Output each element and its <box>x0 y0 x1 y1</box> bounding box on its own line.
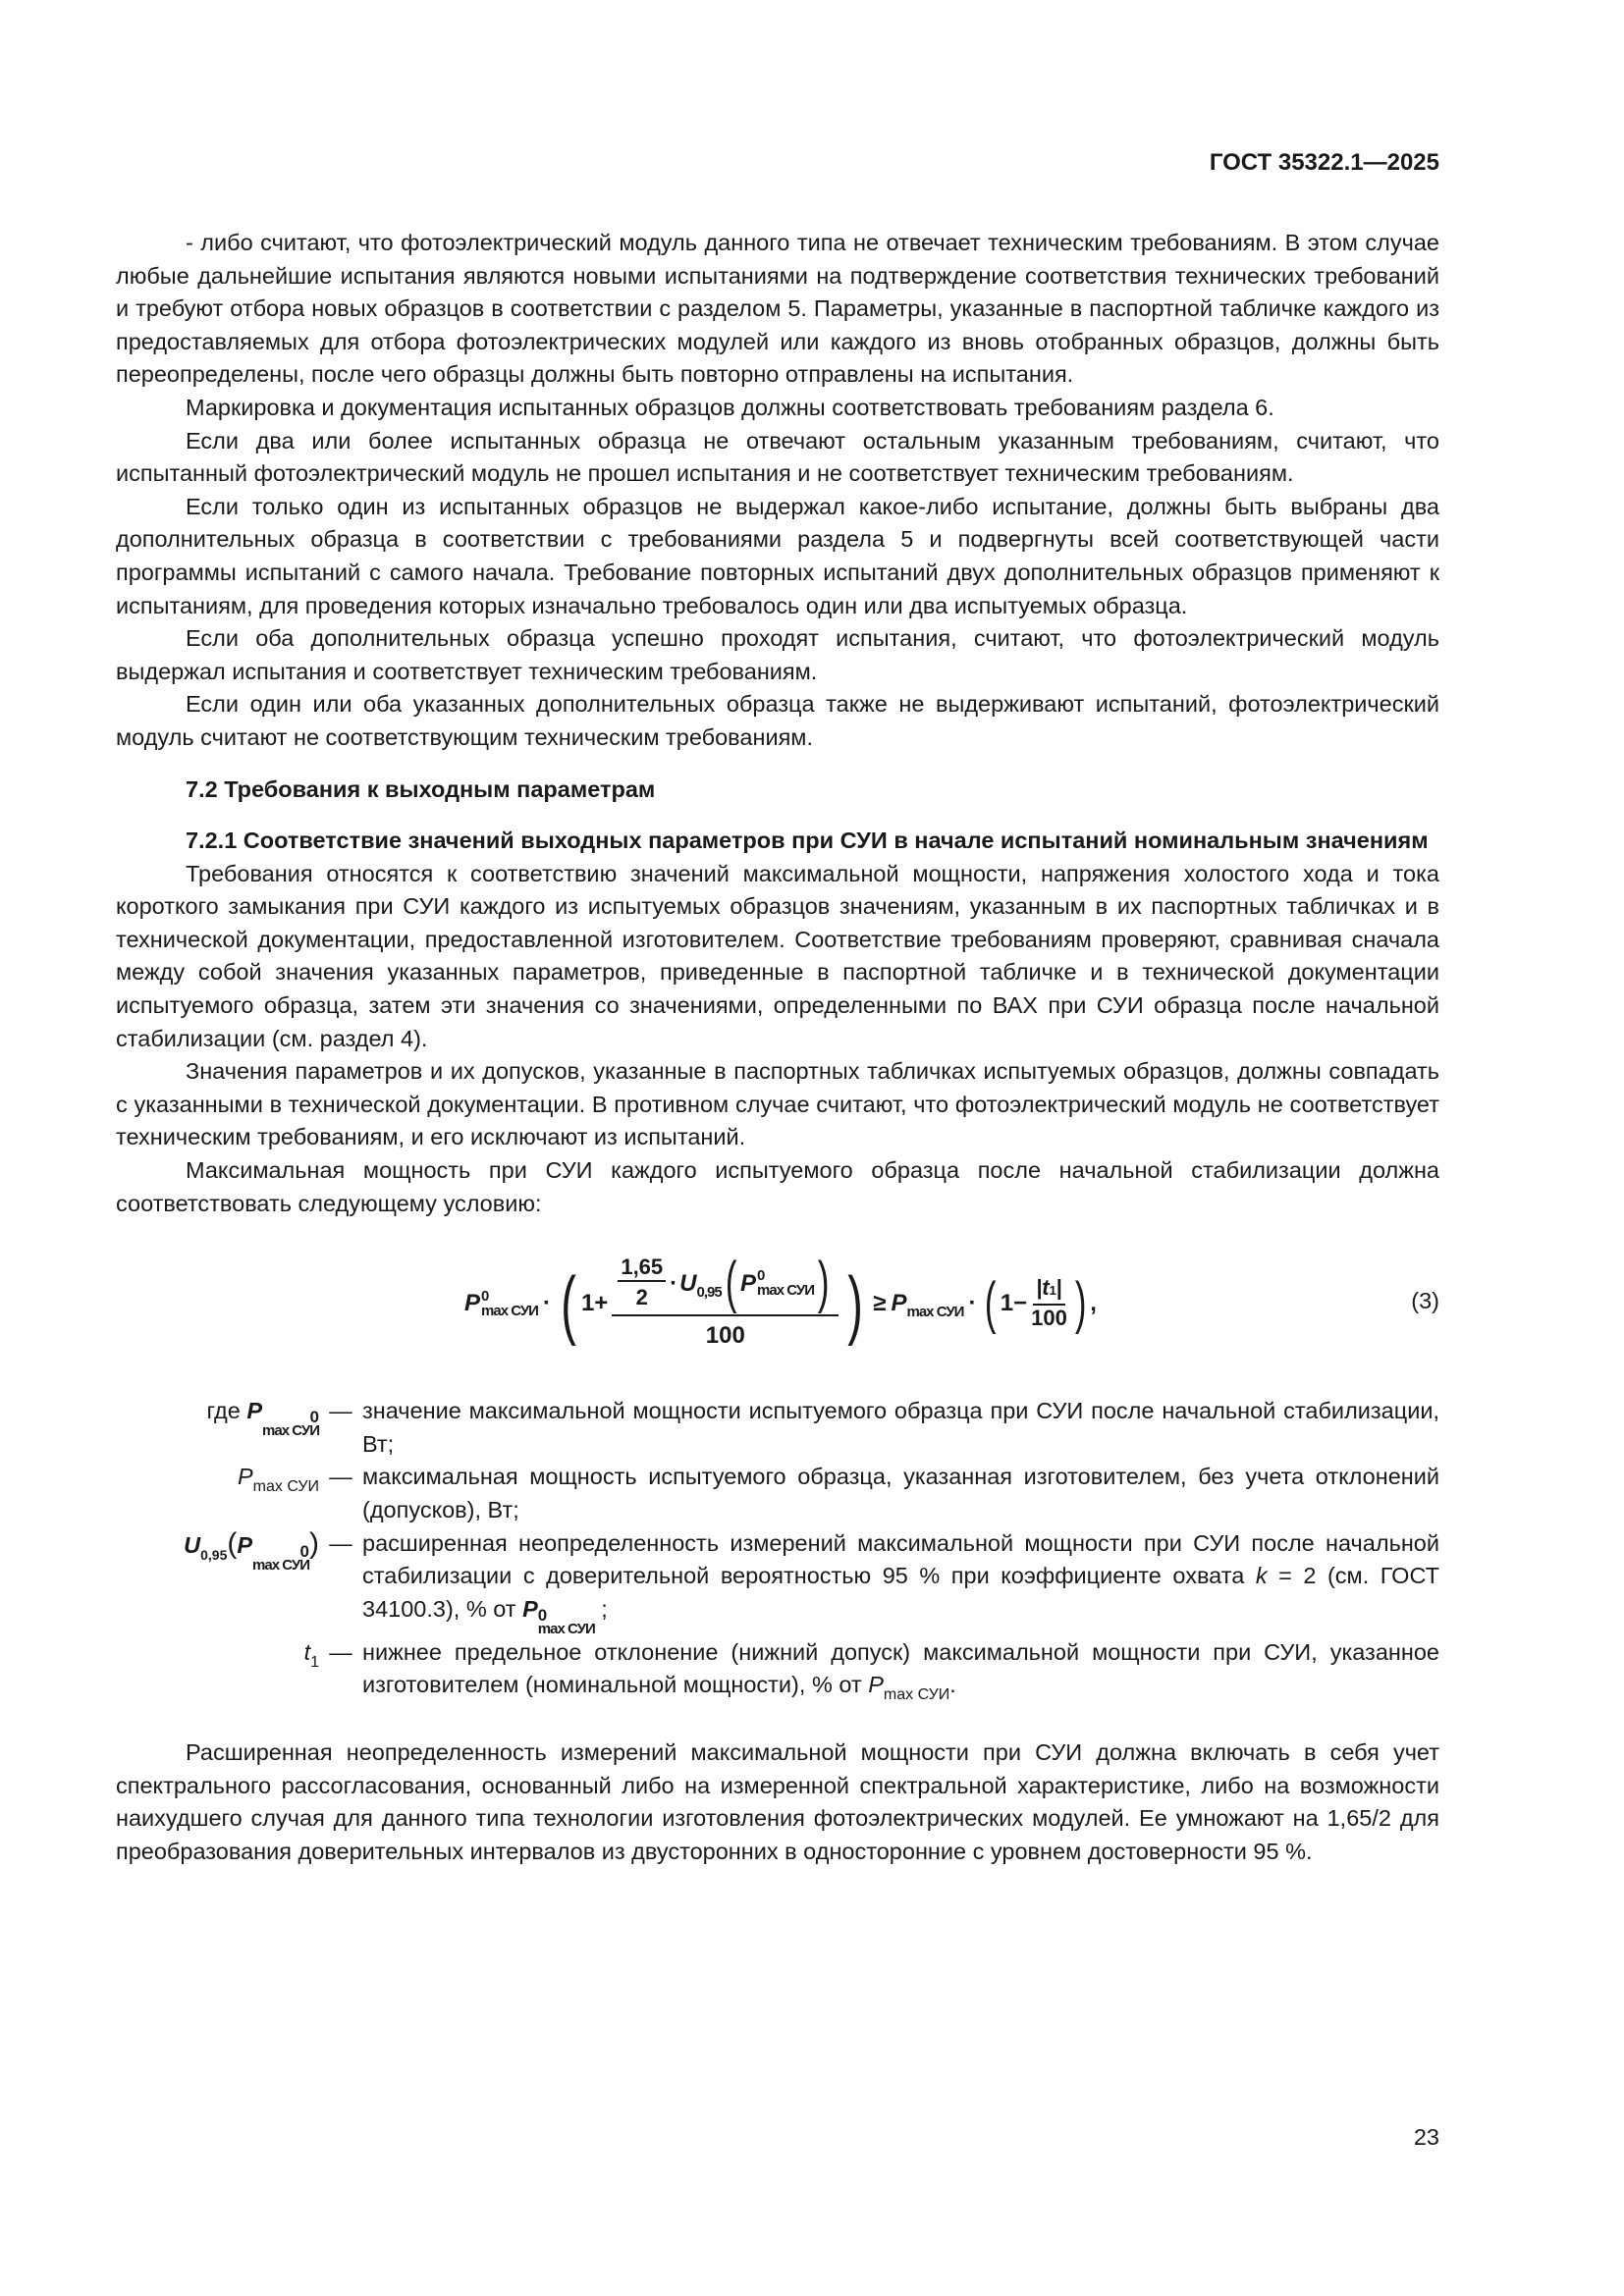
superscript-zero: 0 <box>481 1288 490 1306</box>
symbol-p: P <box>868 1672 884 1698</box>
symbol-k: k <box>1255 1563 1268 1589</box>
paren-open: ( <box>985 1271 997 1336</box>
subscript-max-suy <box>481 1304 538 1318</box>
paragraph: Значения параметров и их допусков, указанные в паспортных табличках испытуемых образцов, должны совпадать с указанными в технической документации. В противном случае считают, что фотоэлектрический модуль не соответствует техническим требованиям, и его исключают из испытаний. <box>116 1058 1439 1150</box>
text-tail: . <box>949 1672 956 1698</box>
sub-suy: СУИ <box>292 1422 319 1440</box>
definition-dash: — <box>329 1398 352 1424</box>
formula-symbol-p: P <box>464 1290 481 1317</box>
coef-numerator: 1,65 <box>618 1255 666 1282</box>
definition-text <box>362 1527 1439 1636</box>
subscript-max-suy <box>907 1296 964 1329</box>
definition-symbol <box>116 1461 319 1526</box>
paragraph: Расширенная неопределенность измерений максимальной мощности при СУИ должна включать в себя учет спектрального рассогласования, основанный либо на измеренной спектральной характеристике, либо на возможности наихудшего случая для данного типа технологии изготовления фотоэлектрических модулей. Ее умножают на 1,65/2 для преобразования доверительных интервалов из двусторонних в односторонние с уровнем достоверности 95 %. <box>116 1738 1439 1864</box>
sub-suy: СУИ <box>511 1303 538 1320</box>
definition-symbol <box>116 1395 319 1461</box>
sub-max: max <box>252 1556 280 1574</box>
symbol-subscript: 1 <box>310 1653 319 1671</box>
document-header: ГОСТ 35322.1—2025 <box>1209 149 1439 176</box>
main-fraction <box>612 1251 839 1353</box>
formula-symbol-u: U <box>184 1531 201 1558</box>
symbol-t: t <box>303 1638 311 1665</box>
text-part: расширенная неопределенность измерений максимальной мощности при СУИ после начальной стабилизации с доверительной вероятностью 95 % при коэффициенте охвата <box>362 1529 1439 1589</box>
superscript-zero: 0 <box>299 1541 309 1561</box>
section-heading: 7.2 Требования к выходным параметрам <box>186 775 656 802</box>
superscript-zero: 0 <box>757 1267 766 1285</box>
t1-abs: |t <box>1036 1275 1050 1301</box>
operator-dot: · <box>968 1290 977 1317</box>
formula-expression <box>464 1250 1097 1358</box>
text-part: нижнее предельное отклонение (нижний допуск) максимальной мощности при СУИ, указанное изготовителем (номинальной мощности), % от <box>362 1638 1439 1698</box>
abs-close: | <box>1056 1275 1062 1301</box>
subsection-heading: 7.2.1 Соответствие значений выходных параметров при СУИ в начале испытаний номинальным значениям <box>186 828 1429 854</box>
definitions-list <box>116 1395 1439 1705</box>
sub-suy: СУИ <box>786 1282 814 1300</box>
superscript-zero: 0 <box>309 1408 319 1427</box>
subscript-max-suy <box>757 1283 814 1298</box>
operator-dot: · <box>542 1290 551 1317</box>
u-subscript: 0,95 <box>696 1283 722 1301</box>
definition-symbol <box>116 1636 319 1705</box>
paragraph: Если только один из испытанных образцов не выдержал какое-либо испытание, должны быть выбраны два дополнительных образца в соответствии с требованиями раздела 5 и подвергнуты всей соответствующей части программы испытаний с самого начала. Требование повторных испытаний двух дополнительных образцов применяют к испытаниям, для проведения которых изначально требовалось один или два испытуемых образца. <box>116 493 1439 618</box>
definition-dash: — <box>329 1464 352 1490</box>
definition-item <box>116 1461 1439 1526</box>
equation-number: (3) <box>1411 1288 1439 1314</box>
u-subscript: 0,95 <box>200 1546 228 1563</box>
sub-max: max <box>537 1620 565 1637</box>
tolerance-fraction <box>1031 1276 1067 1331</box>
text-part: = 2 (см. ГОСТ 34100.3), % от <box>362 1563 1440 1622</box>
subscript-max-suy <box>537 1620 595 1637</box>
paragraph: Если один или оба указанных дополнительных образца также не выдерживают испытаний, фотоэлектрический модуль считают не соответствующим техническим требованиям. <box>116 691 1439 750</box>
paren-close: ) <box>847 1260 864 1348</box>
subscript-max-suy <box>252 1556 309 1574</box>
symbol-subscript: max СУИ <box>252 1478 319 1496</box>
definition-item <box>116 1527 1439 1636</box>
operator-geq: ≥ <box>873 1290 887 1317</box>
paren-open: ( <box>561 1260 576 1348</box>
definition-dash: — <box>329 1529 352 1556</box>
definition-dash: — <box>329 1638 352 1665</box>
sub-suy: СУИ <box>568 1620 595 1637</box>
formula-symbol-p: P <box>246 1398 263 1424</box>
page-number: 23 <box>1413 2124 1439 2150</box>
formula-symbol-p: P <box>740 1269 757 1297</box>
sub-suy: СУИ <box>936 1304 964 1321</box>
sub-max: max <box>481 1303 509 1320</box>
definition-item <box>116 1636 1439 1705</box>
paragraph: Требования относятся к соответствию значений максимальной мощности, напряжения холостого хода и тока короткого замыкания при СУИ каждого из испытуемых образцов значениям, указанным в их паспортных табличках и в технической документации, предоставленной изготовителем. Соответствие требованиям проверяют, сравнивая сначала между собой значения указанных параметров, приведенные в паспортной табличке и в технической документации испытуемого образца, затем эти значения со значениями, определенными по ВАХ при СУИ образца после начальной стабилизации (см. раздел 4). <box>116 860 1439 1051</box>
tolerance-numerator <box>1033 1276 1065 1306</box>
formula-symbol-p: P <box>891 1290 907 1317</box>
formula-symbol-u: U <box>679 1269 697 1297</box>
sub-max: max <box>757 1282 785 1300</box>
definition-text <box>362 1636 1439 1705</box>
one-plus: 1+ <box>580 1290 609 1317</box>
sub-max: max <box>262 1422 290 1440</box>
formula-3 <box>116 1250 1439 1365</box>
formula-comma: , <box>1090 1290 1097 1317</box>
formula-symbol-p: P <box>237 1531 253 1558</box>
one-minus: 1− <box>1000 1290 1028 1317</box>
sub-suy: СУИ <box>282 1556 309 1574</box>
paren-close: ) <box>1074 1271 1087 1336</box>
paragraph: Если оба дополнительных образца успешно проходят испытания, считают, что фотоэлектрический модуль выдержал испытания и соответствует техническим требованиям. <box>116 625 1439 684</box>
paragraph: Максимальная мощность при СУИ каждого испытуемого образца после начальной стабилизации должна соответствовать следующему условию: <box>116 1157 1439 1216</box>
definition-symbol: $U_{0,95}(P$ 0 max СУИ ) <box>184 1526 319 1574</box>
tolerance-denominator: 100 <box>1031 1306 1067 1331</box>
paren-close: ) <box>817 1251 830 1315</box>
coefficient-fraction <box>618 1255 666 1310</box>
definition-text: максимальная мощность испытуемого образца, указанная изготовителем, без учета отклонений (допусков), Вт; <box>362 1464 1439 1522</box>
formula-symbol-p: P <box>522 1595 538 1622</box>
symbol-p: P <box>237 1464 253 1490</box>
superscript-zero: 0 <box>537 1605 548 1625</box>
subscript-max-suy <box>262 1424 319 1438</box>
text-tail: ; <box>601 1595 608 1622</box>
paragraph: Если два или более испытанных образца не отвечают остальным указанным требованиям, считают, что испытанный фотоэлектрический модуль не прошел испытания и не соответствует техническим требованиям. <box>116 427 1439 487</box>
fraction-denominator: 100 <box>705 1322 745 1350</box>
where-label: где <box>206 1398 241 1424</box>
document-body <box>116 227 1439 1868</box>
paragraph: - либо считают, что фотоэлектрический модуль данного типа не отвечает техническим требованиям. В этом случае любые дальнейшие испытания являются новыми испытаниями на подтверждение соответствия технических требований и требуют отбора новых образцов в соответствии с разделом 5. Параметры, указанные в паспортной табличке каждого из предоставляемых для отбора фотоэлектрических модулей или каждого из вновь отобранных образцов, должны быть переопределены, после чего образцы должны быть повторно отправлены на испытания. <box>116 230 1439 388</box>
definition-item <box>116 1395 1439 1461</box>
sub-max: max <box>906 1304 934 1321</box>
coef-denominator: 2 <box>635 1285 648 1310</box>
paragraph: Маркировка и документация испытанных образцов должны соответствовать требованиям раздела 6. <box>186 394 1274 420</box>
fraction-numerator <box>612 1251 839 1316</box>
t1-subscript: 1 <box>1049 1283 1056 1299</box>
definition-text: значение максимальной мощности испытуемого образца при СУИ после начальной стабилизации, Вт; <box>362 1398 1439 1457</box>
operator-dot: · <box>670 1269 678 1297</box>
symbol-subscript: max СУИ <box>883 1686 950 1704</box>
paren-open: ( <box>725 1251 737 1315</box>
